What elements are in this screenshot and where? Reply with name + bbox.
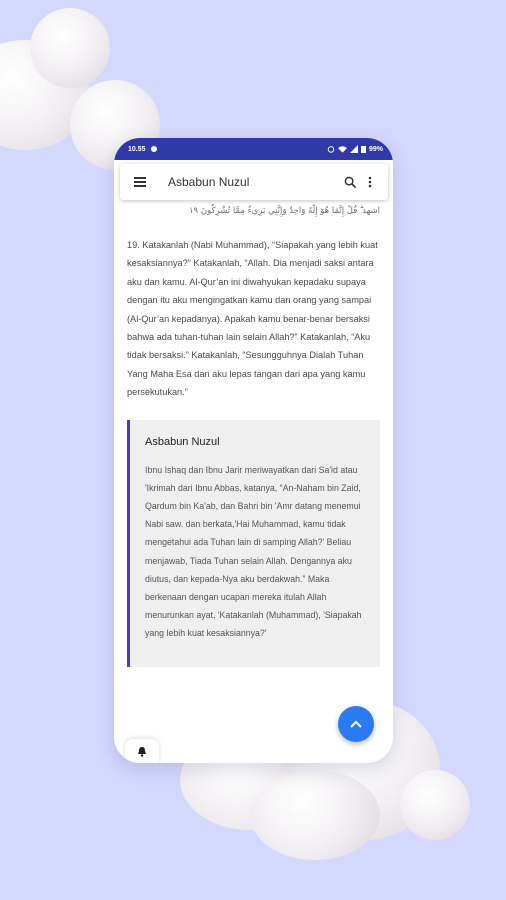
more-vert-icon[interactable] — [360, 172, 380, 192]
search-icon[interactable] — [340, 172, 360, 192]
cloud-decoration-bottom-right — [250, 770, 380, 860]
cloud-decoration-bottom-right — [400, 770, 470, 840]
hamburger-menu-icon[interactable] — [120, 177, 164, 187]
cloud-decoration-top-left — [30, 8, 110, 88]
battery-level: 99% — [368, 145, 383, 153]
status-time: 10.55 — [128, 145, 146, 153]
chevron-up-icon — [350, 720, 362, 728]
bell-icon — [137, 746, 147, 757]
box-text: Ibnu Ishaq dan Ibnu Jarir meriwayatkan dari Sa'id atau 'Ikrimah dari Ibnu Abbas, katanya, “An-Naham bin Zaid, Qardum bin Ka'ab, dan Bahri bin 'Amr datang menemui Nabi saw. dan berkata,'Hai Muhammad, kamu tidak mengetahui ada Tuhan lain di samping Allah?' Beliau menjawab, Tiada Tuhan selain Allah. Dengannya aku diutus, dan kepada-Nya aku berdakwah.” Maka berkenaan dengan ucapan mereka itulah Allah menurunkan ayat, 'Katakanlah (Muhammad), 'Siapakah yang lebih kuat kesaksiannya?' — [145, 464, 362, 639]
scroll-up-button[interactable] — [338, 706, 374, 742]
box-title: Asbabun Nuzul — [145, 435, 220, 448]
notification-bell-button[interactable] — [125, 739, 159, 763]
status-bar — [114, 138, 393, 160]
app-title: Asbabun Nuzul — [168, 175, 250, 189]
notification-dot-icon — [151, 146, 157, 152]
verse-translation: 19. Katakanlah (Nabi Muhammad), “Siapakah yang lebih kuat kesaksiannya?” Katakanlah, “Allah. Dia menjadi saksi antara aku dan kamu. Al-Qur’an ini diwahyukan kepadaku supaya dengan itu aku mengingatkan kamu dan orang yang sampai (Al-Qur’an kepadanya). Apakah kamu benar-benar bersaksi bahwa ada tuhan-tuhan lain selain Allah?” Katakanlah, “Aku tidak bersaksi.” Katakanlah, “Sesungguhnya Dialah Tuhan Yang Maha Esa dan aku lepas tangan dari apa yang kamu persekutukan.” — [127, 240, 378, 398]
battery-icon — [361, 145, 366, 153]
content-area[interactable] — [114, 198, 393, 763]
wifi-icon — [338, 145, 347, 153]
alarm-icon — [327, 145, 335, 153]
arabic-verse-fragment: اشهد ۗ قُلْ إِنَّمَا هُوَ إِلَٰهٌ وَاحِدٌ وَإِنَّنِي بَرِيءٌ مِمَّا تُشْرِكُونَ ١٩ — [188, 206, 380, 216]
phone-frame — [114, 138, 393, 763]
app-bar — [120, 164, 388, 200]
asbabun-nuzul-box — [127, 420, 380, 667]
signal-icon — [350, 145, 358, 153]
